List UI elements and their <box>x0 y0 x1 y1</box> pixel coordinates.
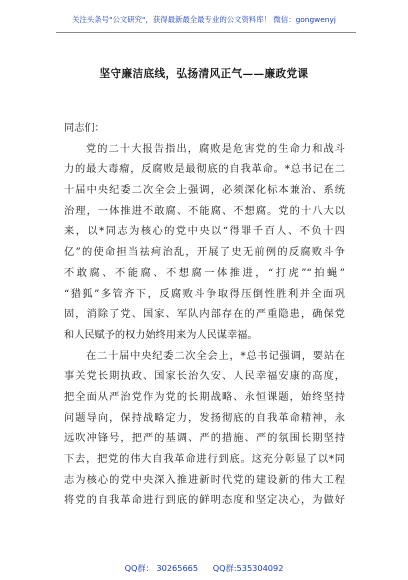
paragraph-line: 远吹冲锋号，把严的基调、严的措施、严的氛围长期坚持 <box>64 433 345 445</box>
paragraph-line: 把全面从严治党作为党的长期战略、永恒课题，始终坚持 <box>64 391 345 403</box>
paragraph-line: 在二十届中央纪委二次全会上，*总书记强调，要站在 <box>86 350 345 362</box>
header-divider <box>56 32 356 33</box>
paragraph-line: 十届中央纪委二次全会上强调，必须深化标本兼治、系统 <box>64 185 345 197</box>
paragraph-line: 下去，把党的伟大自我革命进行到底。这充分彰显了以*同 <box>64 454 345 465</box>
page-footer <box>0 563 408 574</box>
qq-group-1: QQ群： 30265665 <box>124 563 199 573</box>
paragraph-line: 固，消除了党、国家、军队内部存在的严重隐患，确保党 <box>64 309 345 321</box>
paragraph-line: 事关党长期执政、国家长治久安、人民幸福安康的高度， <box>64 371 345 383</box>
document-title: 坚守廉洁底线，弘扬清风正气——廉政党课 <box>99 68 309 80</box>
paragraph-line: 问题导向，保持战略定力，发扬彻底的自我革命精神，永 <box>64 412 345 424</box>
paragraph-line: 亿”的使命担当祛疴治乱，开展了史无前例的反腐败斗争 <box>64 247 345 259</box>
paragraph-line: 志为核心的党中央深入推进新时代党的建设新的伟大工程 <box>64 474 345 486</box>
paragraph-line: 不敢腐、不能腐、不想腐一体推进，“打虎”“拍蝇” <box>64 267 345 279</box>
paragraph-line: 来，以*同志为核心的党中央以“得罪千百人、不负十四 <box>64 226 345 238</box>
paragraph-line: 治理，一体推进不敢腐、不能腐、不想腐。党的十八大以 <box>64 205 345 217</box>
greeting: 同志们： <box>64 123 105 134</box>
paragraph-line: 将党的自我革命进行到底的鲜明态度和坚定决心，为做好 <box>64 495 345 507</box>
qq-group-2: QQ群:535304092 <box>212 563 284 573</box>
page-header-note: 关注头条号"公文研究"，获得最新最全最专业的公文资料库！ 微信：gongwenyj <box>72 15 336 24</box>
paragraph-line: 力的最大毒瘤，反腐败是最彻底的自我革命。*总书记在二 <box>64 164 345 176</box>
paragraph-line: 党的二十大报告指出，腐败是危害党的生命力和战斗 <box>86 143 345 155</box>
paragraph-line: 和人民赋予的权力始终用来为人民谋幸福。 <box>64 329 258 341</box>
paragraph-line: “猎狐”多管齐下，反腐败斗争取得压倒性胜利并全面巩 <box>64 288 345 300</box>
document-body <box>64 119 345 512</box>
